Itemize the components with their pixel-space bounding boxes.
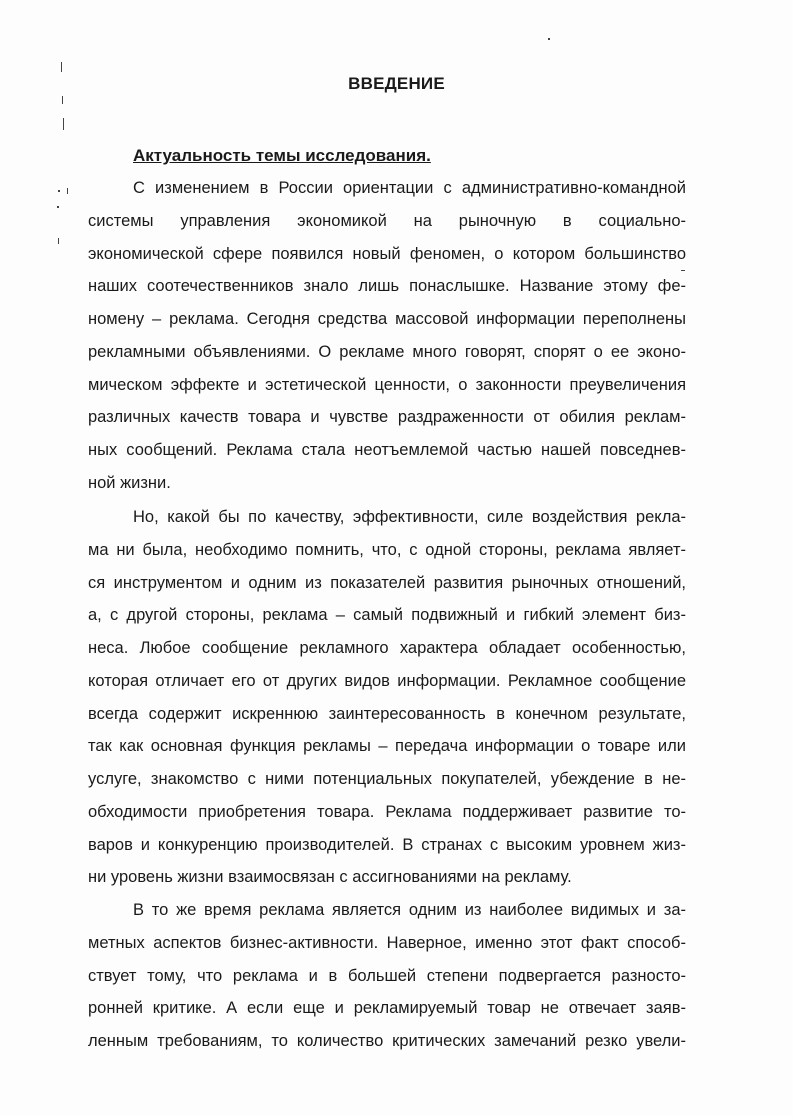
scan-artifact	[67, 188, 68, 194]
text-line: ма ни была, необходимо помнить, что, с одной стороны, реклама являет-	[88, 540, 686, 559]
scan-artifact	[58, 190, 60, 192]
scan-artifact	[61, 62, 62, 72]
text-line: рекламными объявлениями. О рекламе много говорят, спорят о ее эконо-	[88, 342, 686, 361]
text-line: Но, какой бы по качеству, эффективности, силе воздействия рекла-	[133, 508, 686, 526]
text-line: В то же время реклама является одним из наиболее видимых и за-	[133, 901, 686, 919]
scan-artifact	[58, 238, 59, 244]
text-line: услуге, знакомство с ними потенциальных покупателей, убеждение в не-	[88, 770, 686, 788]
text-line: ни уровень жизни взаимосвязан с ассигнованиями на рекламу.	[88, 868, 572, 887]
text-line: ся инструментом и одним из показателей развития рыночных отношений,	[88, 573, 686, 592]
text-line: ствует тому, что реклама и в большей степени подвергается разносто-	[88, 966, 686, 985]
text-line: различных качеств товара и чувстве раздраженности от обилия реклам-	[88, 408, 686, 427]
text-line: всегда содержит искреннюю заинтересованность в конечном результате,	[88, 704, 686, 723]
text-line: варов и конкуренцию производителей. В странах с высоким уровнем жиз-	[88, 835, 686, 854]
text-line: С изменением в России ориентации с административно-командной	[133, 179, 686, 197]
scan-artifact	[681, 270, 685, 271]
text-line: экономической сфере появился новый феномен, о котором большинство	[88, 244, 686, 263]
text-line: метных аспектов бизнес-активности. Наверное, именно этот факт способ-	[88, 933, 686, 952]
text-line: ной жизни.	[88, 473, 171, 492]
text-line: наших соотечественников знало лишь понаслышке. Название этому фе-	[88, 277, 686, 296]
text-line: так как основная функция рекламы – передача информации о товаре или	[88, 737, 686, 756]
text-line: ленным требованиям, то количество критических замечаний резко увели-	[88, 1032, 686, 1050]
text-line: неса. Любое сообщение рекламного характера обладает особенностью,	[88, 639, 686, 657]
text-line: ронней критике. А если еще и рекламируемый товар не отвечает заяв-	[88, 999, 686, 1018]
scan-artifact	[548, 38, 550, 40]
section-heading: Актуальность темы исследования.	[133, 146, 431, 165]
text-line: которая отличает его от других видов информации. Рекламное сообщение	[88, 671, 686, 690]
scan-artifact	[57, 206, 59, 208]
text-line: номену – реклама. Сегодня средства массовой информации переполнены	[88, 310, 686, 328]
scan-artifact	[62, 96, 63, 104]
text-line: мическом эффекте и эстетической ценности, о законности преувеличения	[88, 375, 686, 394]
text-line: системы управления экономикой на рыночную в социально-	[88, 211, 686, 230]
page-title: ВВЕДЕНИЕ	[348, 74, 445, 93]
text-line: обходимости приобретения товара. Реклама поддерживает развитие то-	[88, 802, 686, 821]
scan-artifact	[63, 118, 64, 130]
text-line: ных сообщений. Реклама стала неотъемлемой частью нашей повседнев-	[88, 441, 686, 459]
text-line: а, с другой стороны, реклама – самый подвижный и гибкий элемент биз-	[88, 606, 686, 625]
